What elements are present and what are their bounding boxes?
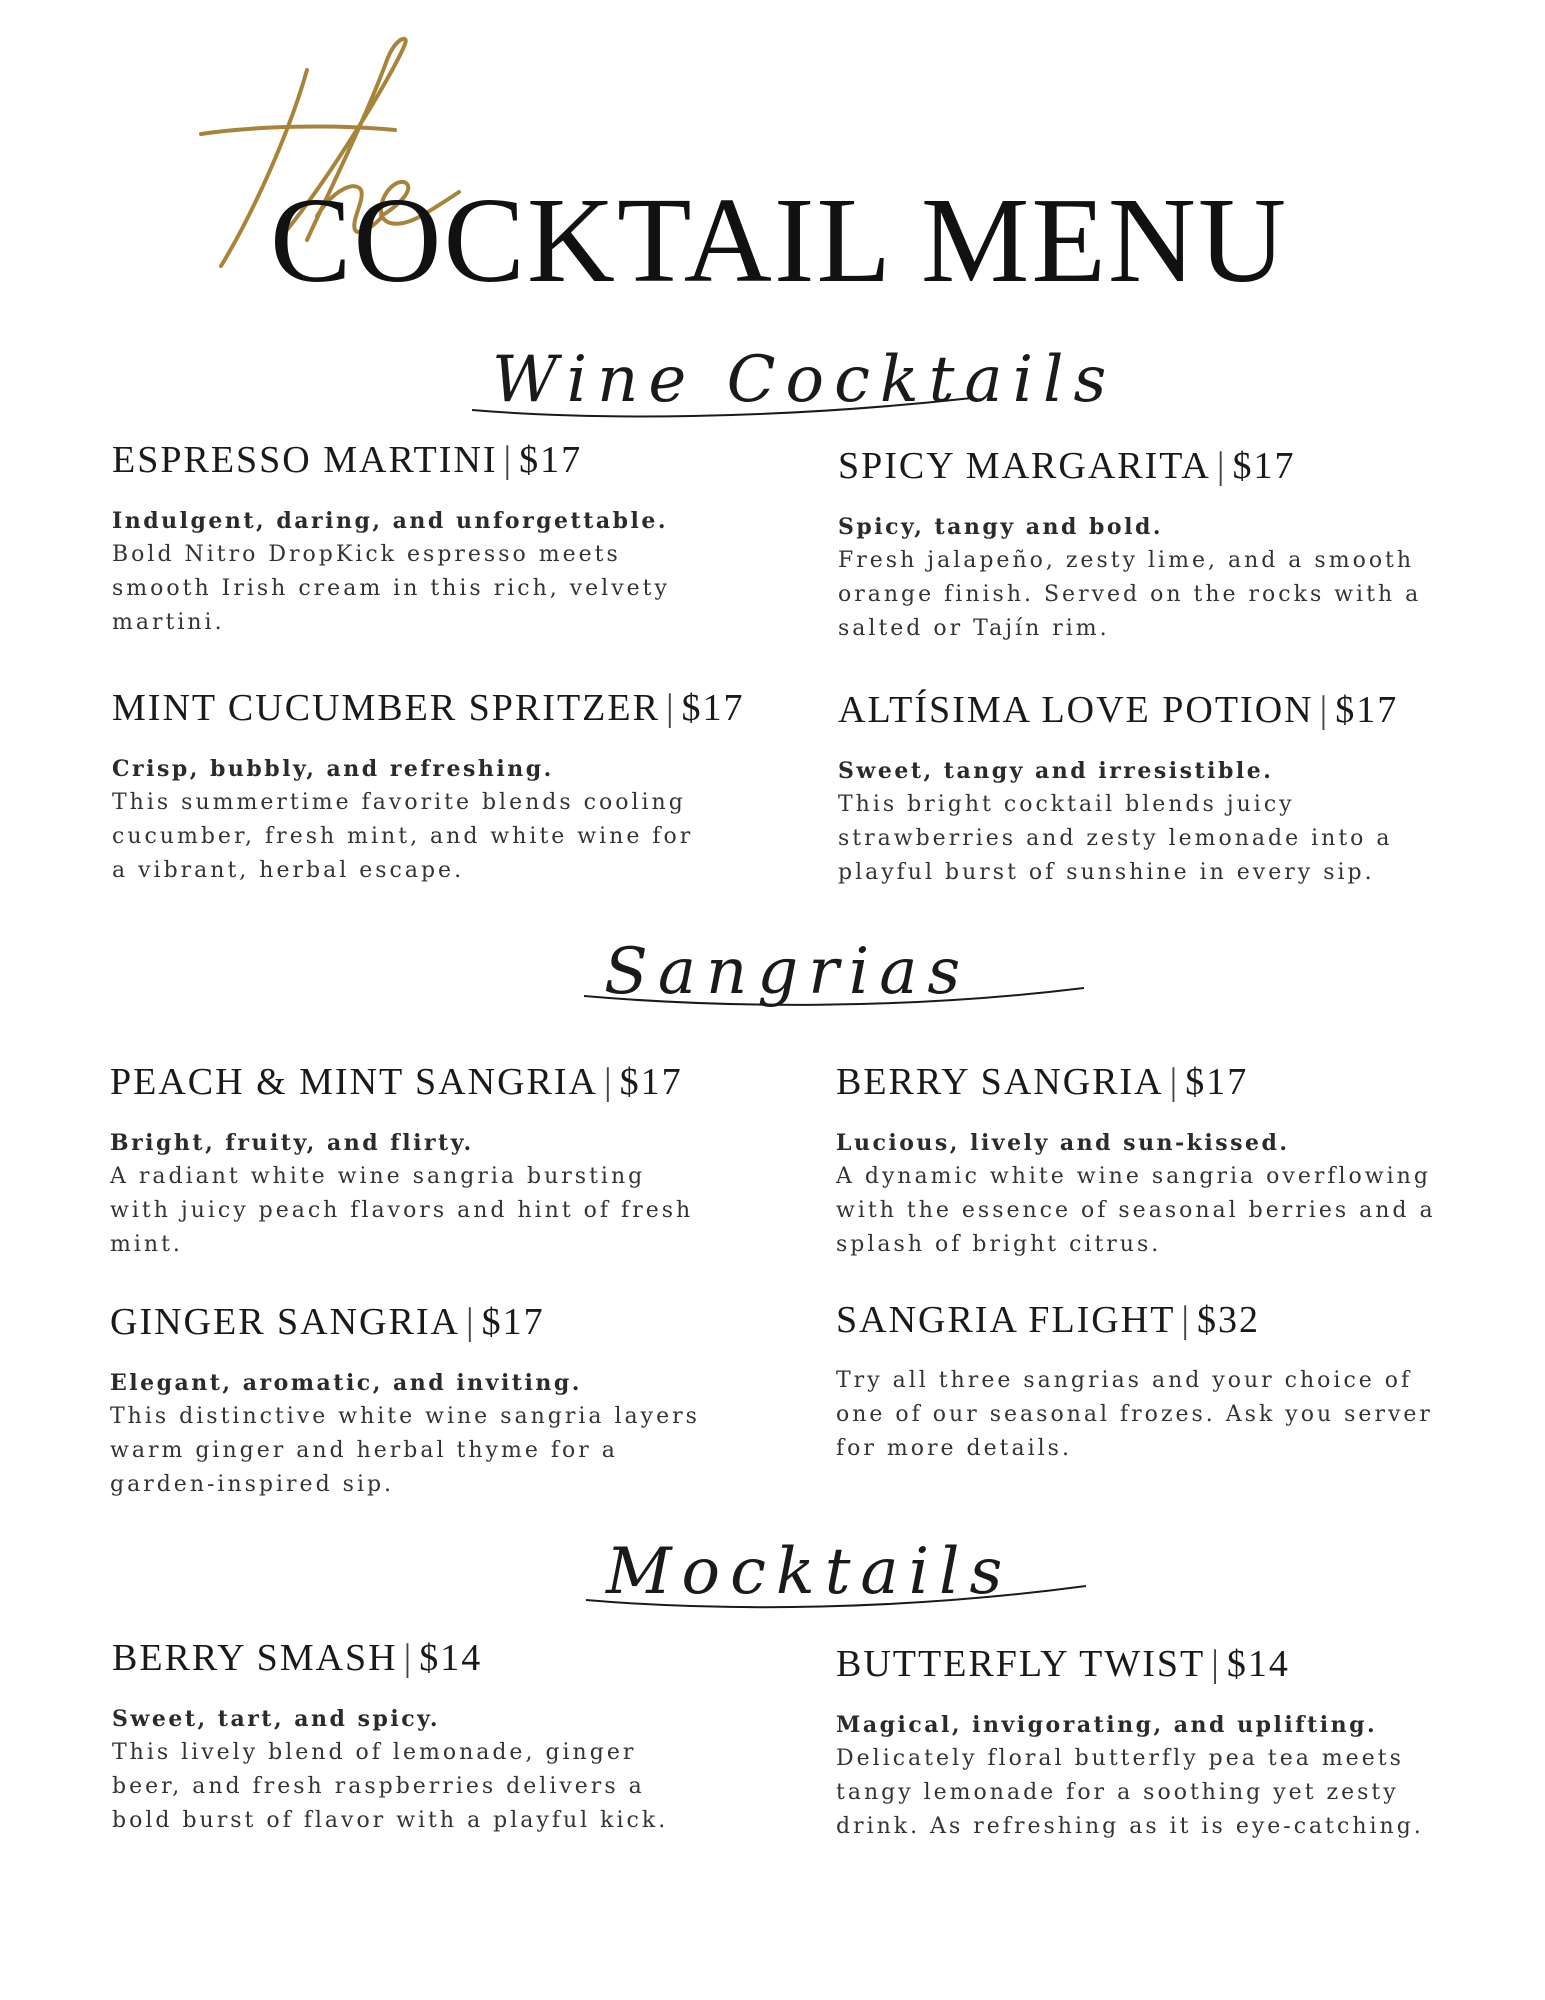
item-tagline: Bright, fruity, and flirty.	[110, 1129, 474, 1156]
item-description: This bright cocktail blends juicy strawberries and zesty lemonade into a playful burst of sunshine in every sip.	[838, 791, 1393, 885]
section-heading-sangrias	[604, 935, 971, 1009]
menu-item-berry-smash	[112, 1638, 712, 1838]
item-tagline: Lucious, lively and sun-kissed.	[836, 1129, 1290, 1156]
item-tagline: Spicy, tangy and bold.	[838, 513, 1164, 540]
item-description: Delicately floral butterfly pea tea meets tangy lemonade for a soothing yet zesty drink. As refreshing as it is eye-catching.	[836, 1745, 1424, 1839]
item-title	[112, 440, 712, 482]
item-title	[838, 690, 1438, 732]
item-tagline: Elegant, aromatic, and inviting.	[110, 1369, 582, 1396]
item-price: $17	[1185, 1061, 1249, 1103]
item-name: ESPRESSO MARTINI	[112, 439, 498, 481]
price-separator: |	[1169, 1061, 1180, 1103]
item-price: $14	[1226, 1643, 1290, 1685]
item-price: $17	[681, 687, 745, 729]
item-name: MINT CUCUMBER SPRITZER	[112, 687, 660, 729]
item-title	[836, 1300, 1436, 1342]
item-name: PEACH & MINT SANGRIA	[110, 1061, 598, 1103]
item-price: $17	[1335, 689, 1399, 731]
item-tagline: Indulgent, daring, and unforgettable.	[112, 507, 669, 534]
item-title	[112, 687, 745, 730]
section-heading-text: Mocktails	[606, 1535, 1013, 1609]
item-price: $32	[1197, 1299, 1261, 1341]
item-name: GINGER SANGRIA	[110, 1301, 460, 1343]
item-title	[112, 1638, 712, 1680]
item-tagline: Sweet, tart, and spicy.	[112, 1705, 441, 1732]
price-separator: |	[1216, 445, 1227, 487]
menu-item-butterfly-twist	[836, 1644, 1436, 1844]
item-title	[838, 446, 1438, 488]
item-price: $17	[481, 1301, 545, 1343]
item-price: $17	[1232, 445, 1296, 487]
item-price: $14	[419, 1637, 483, 1679]
item-tagline: Crisp, bubbly, and refreshing.	[112, 755, 554, 782]
item-price: $17	[519, 439, 583, 481]
item-name: BUTTERFLY TWIST	[836, 1643, 1206, 1685]
menu-item-spicy-margarita	[838, 446, 1438, 646]
section-heading-mocktails	[606, 1535, 1013, 1609]
item-title	[836, 1062, 1436, 1104]
price-separator: |	[1181, 1299, 1192, 1341]
item-description: This summertime favorite blends cooling cucumber, fresh mint, and white wine for a vibrant, herbal escape.	[112, 789, 694, 883]
item-description: Try all three sangrias and your choice of one of our seasonal frozes. Ask you server for more details.	[836, 1367, 1433, 1461]
price-separator: |	[603, 1061, 614, 1103]
item-name: BERRY SANGRIA	[836, 1061, 1164, 1103]
item-name: ALTÍSIMA LOVE POTION	[838, 689, 1314, 731]
item-tagline: Magical, invigorating, and uplifting.	[836, 1711, 1378, 1738]
menu-title: COCKTAIL MENU	[270, 173, 1289, 308]
item-description: A radiant white wine sangria bursting with juicy peach flavors and hint of fresh mint.	[110, 1163, 694, 1257]
item-name: BERRY SMASH	[112, 1637, 398, 1679]
item-tagline: Sweet, tangy and irresistible.	[838, 757, 1274, 784]
menu-item-ginger-sangria	[110, 1302, 710, 1502]
item-name: SANGRIA FLIGHT	[836, 1299, 1176, 1341]
price-separator: |	[403, 1637, 414, 1679]
item-description: This lively blend of lemonade, ginger beer, and fresh raspberries delivers a bold burst of flavor with a playful kick.	[112, 1739, 669, 1833]
price-separator: |	[503, 439, 514, 481]
item-name: SPICY MARGARITA	[838, 445, 1211, 487]
price-separator: |	[665, 687, 676, 729]
item-description: This distinctive white wine sangria layers warm ginger and herbal thyme for a garden-inspired sip.	[110, 1403, 700, 1497]
menu-item-mint-cucumber-spritzer	[112, 687, 745, 888]
item-price: $17	[619, 1061, 683, 1103]
section-heading-text: Wine Cocktails	[492, 343, 1117, 417]
section-heading-text: Sangrias	[604, 935, 971, 1009]
menu-item-berry-sangria	[836, 1062, 1436, 1262]
item-description: Bold Nitro DropKick espresso meets smooth Irish cream in this rich, velvety martini.	[112, 541, 670, 635]
price-separator: |	[1319, 689, 1330, 731]
menu-item-altisima-love-potion	[838, 690, 1438, 890]
menu-item-sangria-flight	[836, 1300, 1436, 1466]
item-description: A dynamic white wine sangria overflowing with the essence of seasonal berries and a splash of bright citrus.	[836, 1163, 1436, 1257]
price-separator: |	[1211, 1643, 1221, 1685]
section-heading-wine-cocktails	[492, 343, 1117, 417]
menu-item-espresso-martini	[112, 440, 712, 640]
item-title	[110, 1302, 710, 1344]
price-separator: |	[465, 1301, 476, 1343]
menu-item-peach-mint-sangria	[110, 1062, 710, 1262]
item-title	[110, 1062, 710, 1104]
item-description: Fresh jalapeño, zesty lime, and a smooth orange finish. Served on the rocks with a salted or Tajín rim.	[838, 547, 1422, 641]
item-title	[836, 1644, 1436, 1686]
